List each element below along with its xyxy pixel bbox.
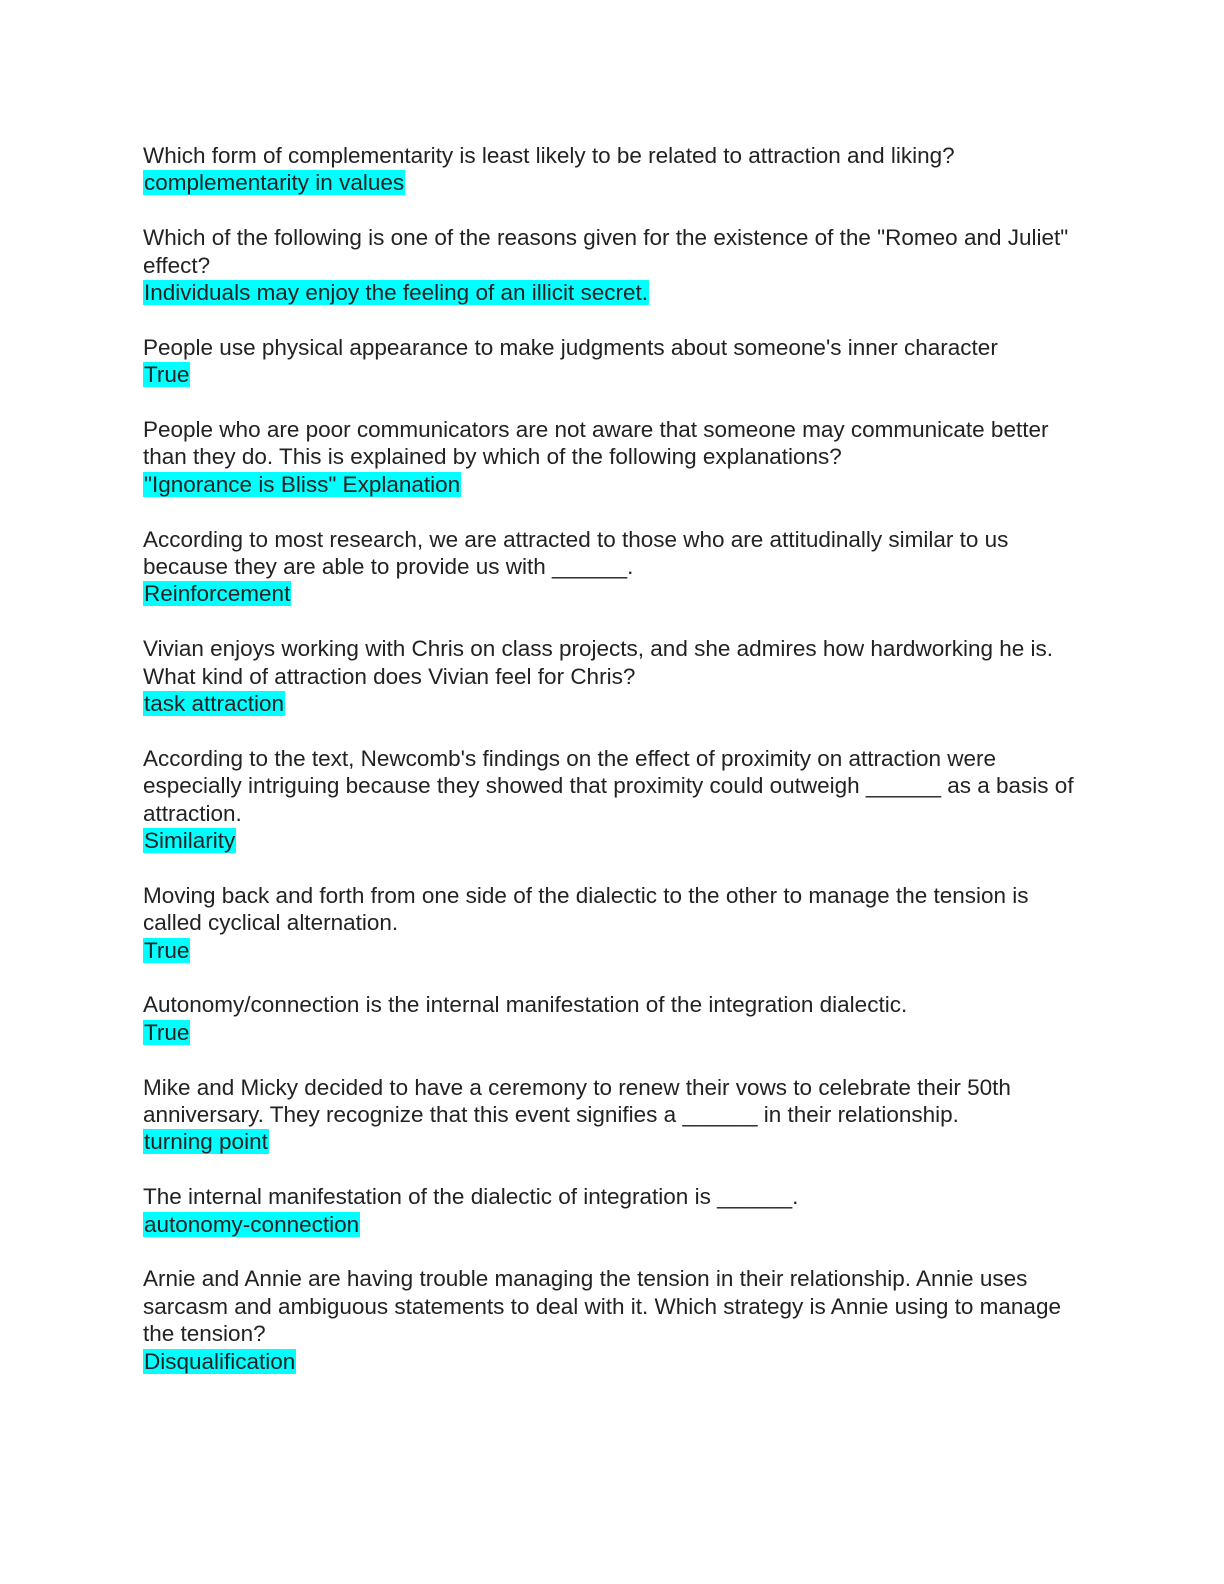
- qa-item: [143, 416, 1083, 498]
- qa-item: [143, 1265, 1083, 1375]
- answer-highlight: Disqualification: [144, 1348, 296, 1374]
- qa-item: [143, 334, 1083, 389]
- qa-item: [143, 745, 1083, 855]
- qa-item: [143, 224, 1083, 306]
- question-text: Vivian enjoys working with Chris on class projects, and she admires how hardworking he is. What kind of attraction does Vivian feel for Chris?: [143, 636, 1054, 689]
- answer-highlight: Reinforcement: [144, 581, 291, 607]
- question-text: People who are poor communicators are not aware that someone may communicate better than they do. This is explained by which of the following explanations?: [143, 417, 1049, 470]
- answer-highlight: "Ignorance is Bliss" Explanation: [144, 471, 461, 497]
- answer-highlight: Similarity: [144, 828, 236, 854]
- answer-highlight: complementarity in values: [144, 170, 405, 196]
- question-text: Which of the following is one of the reasons given for the existence of the "Romeo and Juliet" effect?: [143, 225, 1069, 278]
- question-text: Autonomy/connection is the internal manifestation of the integration dialectic.: [143, 992, 908, 1018]
- question-text: Which form of complementarity is least likely to be related to attraction and liking?: [143, 143, 955, 168]
- question-text: The internal manifestation of the dialectic of integration is ______.: [143, 1184, 799, 1210]
- document-page: [143, 142, 1083, 1403]
- question-text: Arnie and Annie are having trouble managing the tension in their relationship. Annie uses sarcasm and ambiguous statements to deal with it. Which strategy is Annie using to manage the tension?: [143, 1266, 1061, 1347]
- answer-highlight: turning point: [144, 1129, 268, 1155]
- qa-item: [143, 1183, 1083, 1238]
- qa-item: [143, 526, 1083, 608]
- question-text: According to most research, we are attracted to those who are attitudinally similar to us because they are able to provide us with ______.: [143, 526, 1009, 580]
- qa-item: [143, 991, 1083, 1046]
- question-text: People use physical appearance to make judgments about someone's inner character: [143, 334, 998, 360]
- answer-highlight: autonomy-connection: [144, 1211, 360, 1237]
- question-text: Mike and Micky decided to have a ceremony to renew their vows to celebrate their 50th anniversary. They recognize that this event signifies a ______ in their relationship.: [143, 1074, 1011, 1128]
- answer-highlight: True: [144, 1019, 190, 1045]
- qa-item: [143, 882, 1083, 964]
- qa-item: [143, 142, 1083, 197]
- question-text: Moving back and forth from one side of the dialectic to the other to manage the tension is called cyclical alternation.: [143, 882, 1029, 936]
- question-text: According to the text, Newcomb's findings on the effect of proximity on attraction were especially intriguing because they showed that proximity could outweigh ______ as a basis of attraction.: [143, 745, 1074, 826]
- answer-highlight: True: [144, 362, 190, 388]
- answer-highlight: True: [144, 937, 190, 963]
- qa-item: [143, 1074, 1083, 1156]
- answer-highlight: Individuals may enjoy the feeling of an illicit secret.: [144, 280, 649, 306]
- answer-highlight: task attraction: [144, 691, 285, 717]
- qa-item: [143, 635, 1083, 717]
